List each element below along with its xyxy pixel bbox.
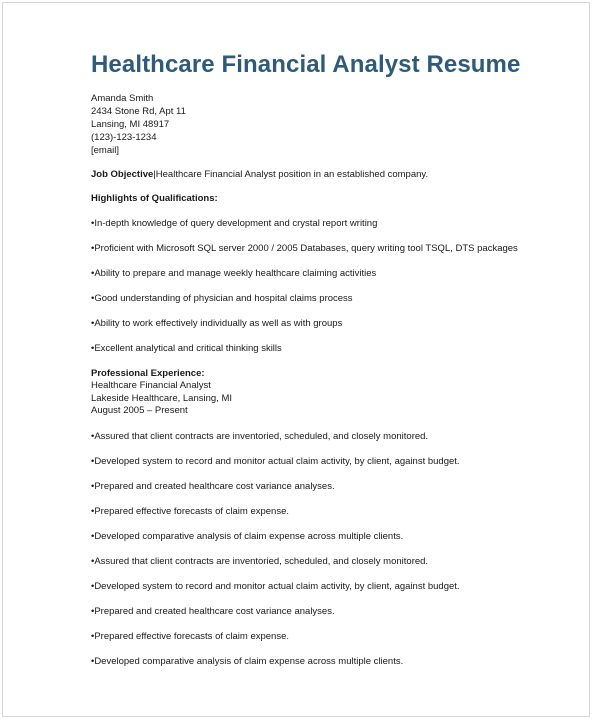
job-objective-label: Job Objective <box>91 169 154 180</box>
contact-block <box>91 92 571 157</box>
list-item: •Excellent analytical and critical thinking skills <box>91 343 282 354</box>
highlights-list <box>91 217 571 355</box>
experience-list <box>91 430 571 668</box>
highlights-heading: Highlights of Qualifications: <box>91 193 218 204</box>
list-item: •Developed comparative analysis of claim expense across multiple clients. <box>91 655 404 667</box>
list-item: •In-depth knowledge of query development and crystal report writing <box>91 218 378 229</box>
contact-address-line-2: Lansing, MI 48917 <box>91 119 170 130</box>
list-item: •Developed system to record and monitor actual claim activity, by client, against budget. <box>91 580 460 592</box>
job-title: Healthcare Financial Analyst <box>91 380 211 391</box>
list-item: •Developed system to record and monitor actual claim activity, by client, against budget. <box>91 455 460 467</box>
page-title: Healthcare Financial Analyst Resume <box>91 51 521 78</box>
contact-email: [email] <box>91 145 119 156</box>
experience-heading: Professional Experience: <box>91 368 205 379</box>
list-item: •Ability to work effectively individually as well as with groups <box>91 318 343 329</box>
resume-content <box>91 49 571 668</box>
document-page <box>2 2 590 717</box>
company-location: Lakeside Healthcare, Lansing, MI <box>91 392 232 404</box>
list-item: •Developed comparative analysis of claim expense across multiple clients. <box>91 530 404 542</box>
text-cursor: | <box>153 169 156 180</box>
employment-dates: August 2005 – Present <box>91 405 188 416</box>
list-item: •Prepared and created healthcare cost variance analyses. <box>91 480 335 492</box>
list-item: •Ability to prepare and manage weekly healthcare claiming activities <box>91 268 377 279</box>
list-item: •Assured that client contracts are inventoried, scheduled, and closely monitored. <box>91 430 429 442</box>
list-item: •Prepared effective forecasts of claim expense. <box>91 630 290 642</box>
contact-phone: (123)-123-1234 <box>91 132 157 143</box>
job-objective <box>91 168 571 181</box>
contact-name: Amanda Smith <box>91 93 154 104</box>
job-objective-text: Healthcare Financial Analyst position in an established company. <box>155 169 429 180</box>
list-item: •Prepared and created healthcare cost variance analyses. <box>91 605 335 617</box>
contact-address-line-1: 2434 Stone Rd, Apt 11 <box>91 106 186 117</box>
list-item: •Good understanding of physician and hospital claims process <box>91 293 353 304</box>
experience-position <box>91 380 571 418</box>
list-item: •Assured that client contracts are inventoried, scheduled, and closely monitored. <box>91 555 429 567</box>
list-item: •Prepared effective forecasts of claim expense. <box>91 505 290 517</box>
list-item: •Proficient with Microsoft SQL server 2000 / 2005 Databases, query writing tool TSQL, DTS packages <box>91 243 518 254</box>
